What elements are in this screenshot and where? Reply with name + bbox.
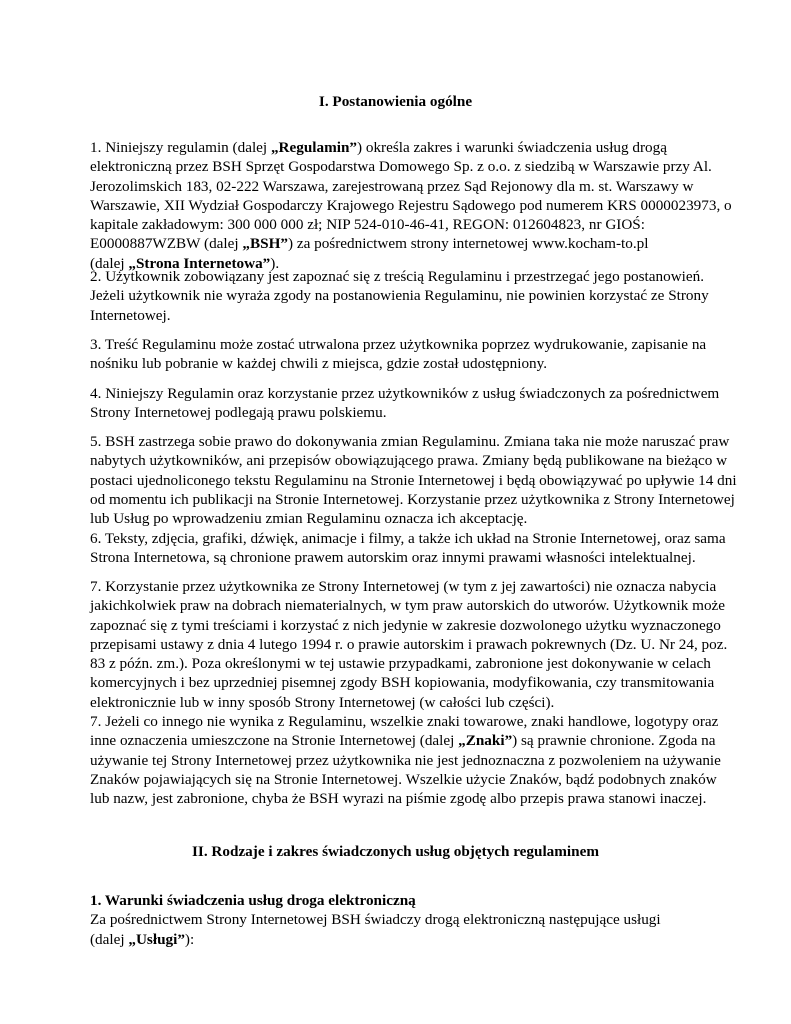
paragraph-line: komercyjnych i bez uprzedniej pisemnej zgody BSH kopiowania, modyfikowania, czy transmitowania — [90, 674, 715, 692]
section-1-heading: I. Postanowienia ogólne — [318, 93, 473, 110]
text-run: (dalej — [90, 254, 129, 272]
paragraph-line: zapoznać się z tymi treściami i korzystać z nich jedynie w zakresie dozwolonego użytku wyznaczonego — [90, 616, 721, 634]
text-run: ) określa zakres i warunki świadczenia usług drogą — [357, 139, 667, 156]
paragraph-7 — [90, 577, 728, 712]
paragraph-line: Za pośrednictwem Strony Internetowej BSH świadczy drogą elektroniczną następujące usługi — [90, 911, 661, 929]
paragraph-line: Internetowej. — [90, 306, 171, 324]
paragraph-1 — [90, 138, 732, 273]
text-run: ) za pośrednictwem strony internetowej www.kocham-to.pl — [287, 235, 649, 253]
paragraph-line: przepisami ustawy z dnia 4 lutego 1994 r. o prawie autorskim i prawach pokrewnych (Dz. U. Nr 24, poz. — [90, 635, 728, 653]
term-strona-internetowa: „Strona Internetowa” — [128, 254, 271, 272]
paragraph-line: 7. Jeżeli co innego nie wynika z Regulaminu, wszelkie znaki towarowe, znaki handlowe, logotypy oraz — [90, 713, 719, 730]
paragraph-line: nabytych użytkowników, ani przepisów obowiązującego prawa. Zmiany będą publikowane na bieżąco w — [90, 452, 728, 470]
paragraph-line: 6. Teksty, zdjęcia, grafiki, dźwięk, animacje i filmy, a także ich układ na Stronie Internetowej, oraz sama — [90, 530, 726, 547]
paragraph-line — [90, 930, 710, 949]
term-znaki: „Znaki” — [458, 732, 513, 750]
paragraph-2 — [90, 267, 710, 325]
paragraph-line: postaci ujednoliconego tekstu Regulaminu na Stronie Internetowej i będą obowiązywać po upływie 14 dni — [90, 471, 737, 489]
paragraph-line: od momentu ich publikacji na Stronie Internetowej. Korzystanie przez użytkownika z Strony Internetowej — [90, 490, 735, 508]
text-run: ): — [184, 930, 195, 948]
term-uslugi: „Usługi” — [128, 930, 185, 948]
paragraph-line — [90, 234, 710, 253]
subsection-1 — [90, 891, 710, 949]
paragraph-line: 4. Niniejszy Regulamin oraz korzystanie przez użytkowników z usług świadczonych za pośrednictwem — [90, 385, 720, 402]
term-bsh: „BSH” — [242, 235, 288, 253]
paragraph-line: używanie tej Strony Internetowej przez użytkownika nie jest jednoznaczna z pozwoleniem na używanie — [90, 751, 721, 769]
text-run: inne oznaczenia umieszczone na Stronie Internetowej (dalej — [90, 732, 459, 750]
paragraph-line: nośniku lub pobranie w każdej chwili z miejsca, gdzie został udostępniony. — [90, 355, 548, 373]
paragraph-line: Warszawie, XII Wydział Gospodarczy Krajowego Rejestru Sądowego pod numerem KRS 0000023973, o — [90, 196, 732, 214]
text-run: E0000887WZBW (dalej — [90, 235, 243, 253]
text-run: 1. Niniejszy regulamin (dalej — [90, 139, 271, 156]
paragraph-line: 7. Korzystanie przez użytkownika ze Strony Internetowej (w tym z jej zawartości) nie oznacza nabycia — [90, 578, 717, 595]
section-2-heading: II. Rodzaje i zakres świadczonych usług objętych regulaminem — [192, 843, 599, 860]
paragraph-4 — [90, 384, 720, 423]
paragraph-line: 83 z późn. zm.). Poza określonymi w tej ustawie przypadkami, zabronione jest dokonywanie w celach — [90, 655, 711, 673]
paragraph-3 — [90, 335, 710, 374]
paragraph-line: elektroniczną przez BSH Sprzęt Gospodarstwa Domowego Sp. z o.o. z siedzibą w Warszawie przy Al. — [90, 158, 712, 176]
paragraph-line: lub nazw, jest zabronione, chyba że BSH wyrazi na piśmie zgodę albo przepis prawa stanowi inaczej. — [90, 790, 707, 808]
text-run: (dalej — [90, 930, 129, 948]
paragraph-8 — [90, 712, 721, 808]
paragraph-line: Strona Internetowa, są chronione prawem autorskim oraz innymi prawami własności intelektualnej. — [90, 549, 696, 567]
paragraph-line: 2. Użytkownik zobowiązany jest zapoznać się z treścią Regulaminu i przestrzegać jego postanowień. — [90, 268, 705, 285]
paragraph-line: kapitale zakładowym: 300 000 000 zł; NIP 524-010-46-41, REGON: 012604823, nr GIOŚ: — [90, 216, 645, 234]
paragraph-6 — [90, 529, 726, 568]
paragraph-line: Strony Internetowej podlegają prawu polskiemu. — [90, 404, 387, 422]
paragraph-line — [90, 138, 710, 157]
paragraph-line: jakichkolwiek praw na dobrach niematerialnych, w tym praw autorskich do utworów. Użytkownik może — [90, 597, 726, 615]
term-regulamin: „Regulamin” — [270, 139, 358, 156]
paragraph-line: Znaków pojawiających się na Stronie Internetowej. Wszelkie użycie Znaków, bądź podobnych znaków — [90, 770, 717, 788]
text-run: ). — [270, 254, 280, 272]
paragraph-line: Jerozolimskich 183, 02-222 Warszawa, zarejestrowaną przez Sąd Rejonowy dla m. st. Warszawy w — [90, 177, 694, 195]
paragraph-line: 5. BSH zastrzega sobie prawo do dokonywania zmian Regulaminu. Zmiana taka nie może naruszać praw — [90, 433, 730, 450]
paragraph-line: Jeżeli użytkownik nie wyraża zgody na postanowienia Regulaminu, nie powinien korzystać ze Strony — [90, 287, 709, 305]
paragraph-5 — [90, 432, 737, 528]
paragraph-line: 3. Treść Regulaminu może zostać utrwalona przez użytkownika poprzez wydrukowanie, zapisanie na — [90, 336, 707, 353]
text-run: ) są prawnie chronione. Zgoda na — [512, 732, 716, 750]
paragraph-line — [90, 731, 716, 750]
subsection-title: 1. Warunki świadczenia usług droga elektroniczną — [90, 892, 416, 909]
paragraph-line: lub Usług po wprowadzeniu zmian Regulaminu oznacza ich akceptację. — [90, 510, 528, 528]
paragraph-line: elektronicznie lub w inny sposób Strony Internetowej (w całości lub części). — [90, 693, 555, 711]
